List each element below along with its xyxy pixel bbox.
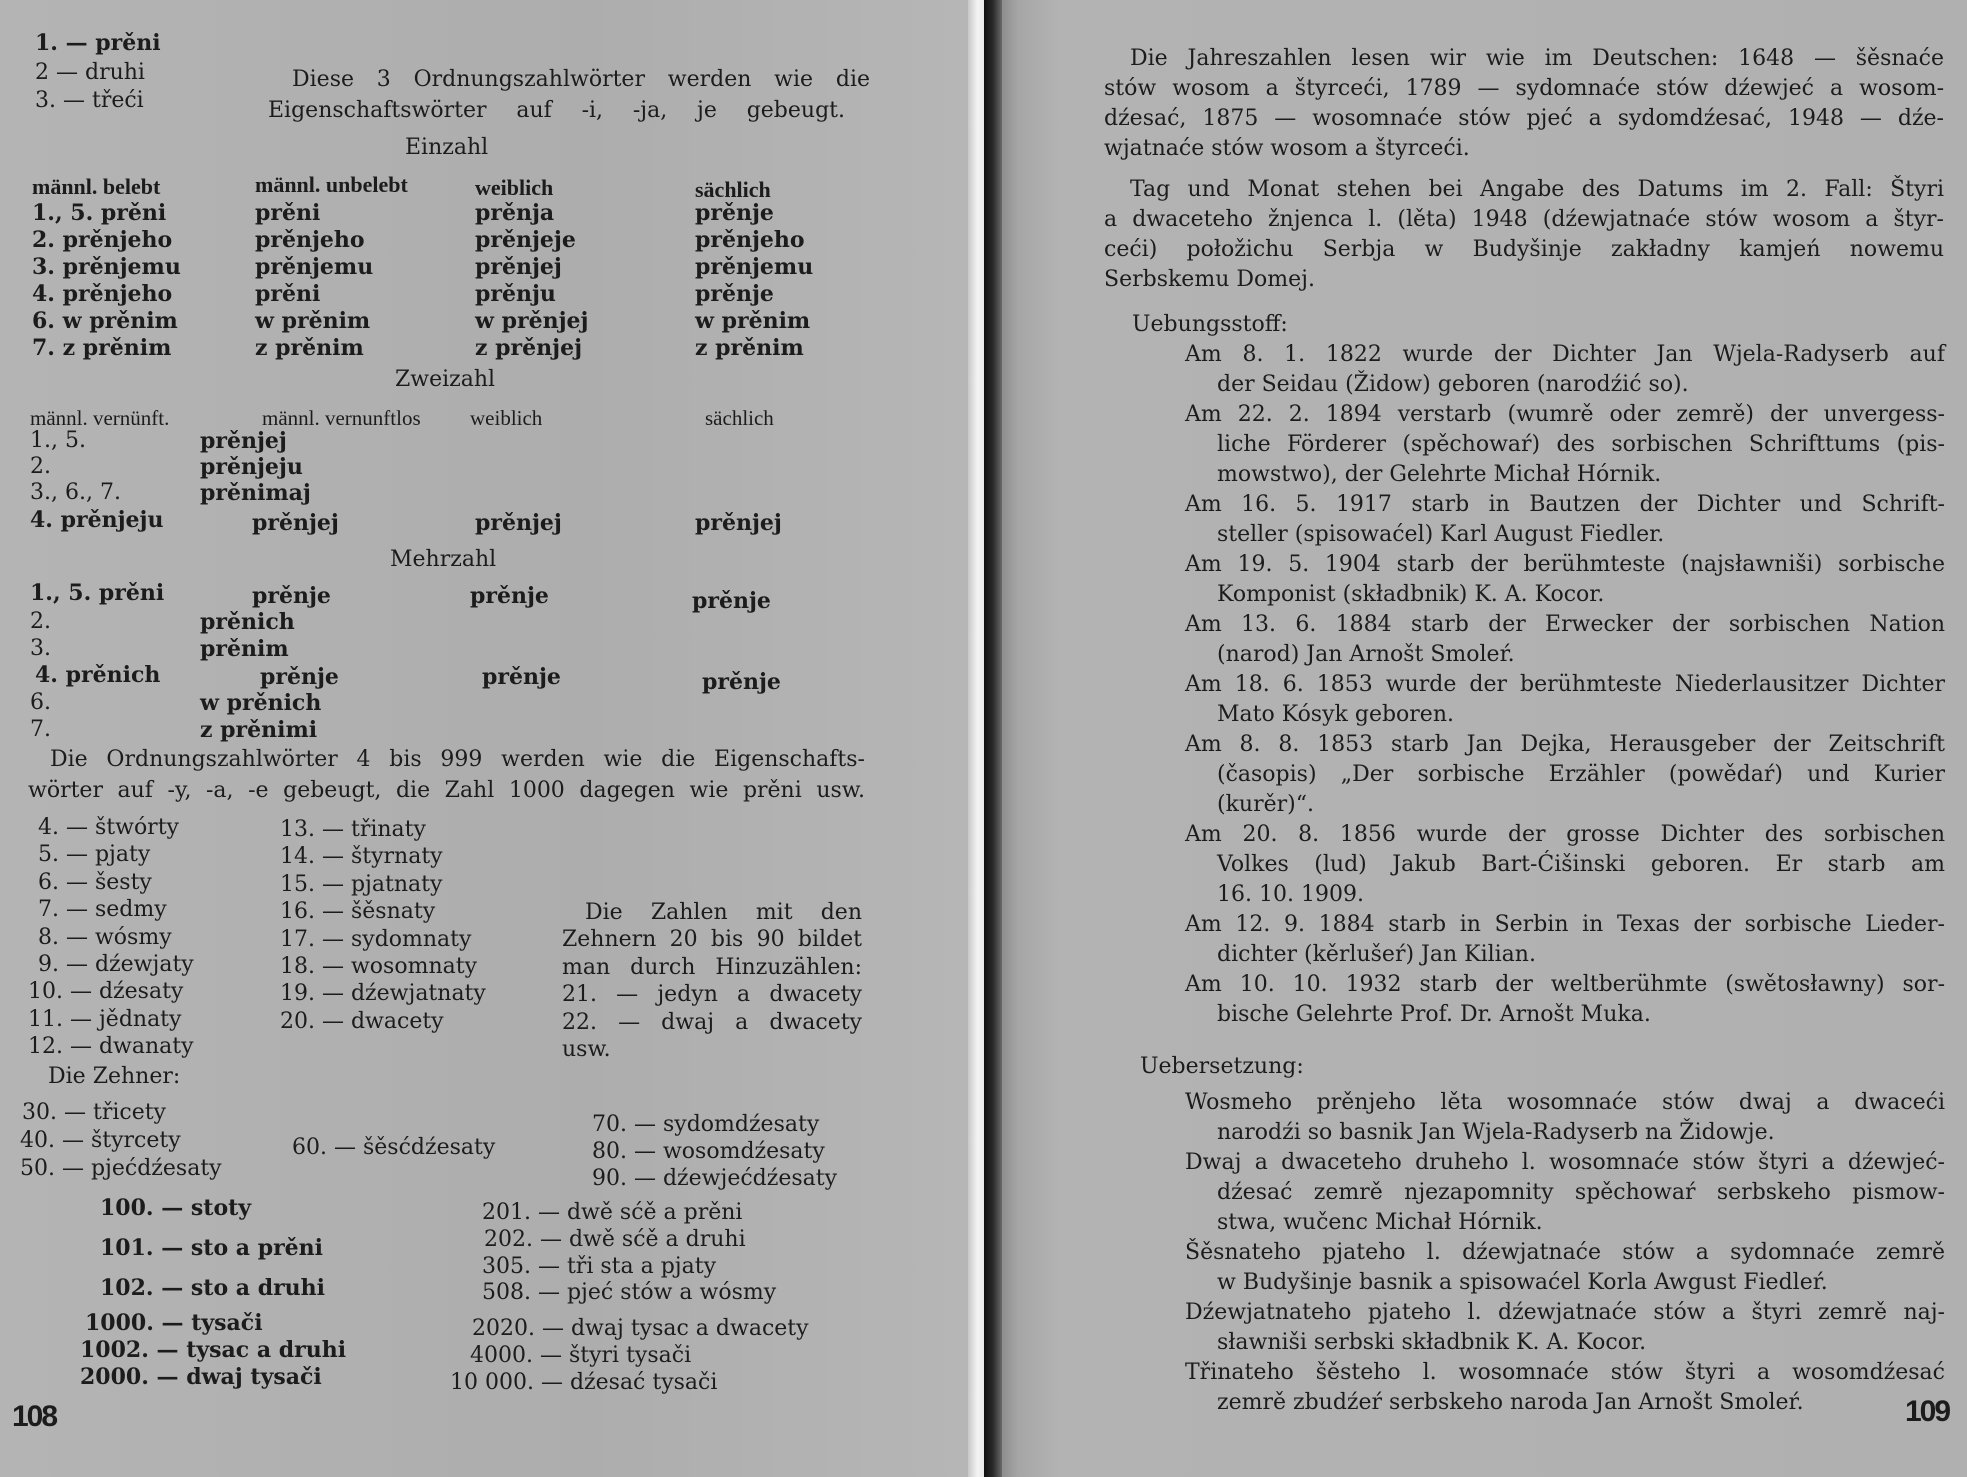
zweizahl-cell: prěnjej — [475, 510, 562, 536]
einzahl-cell: prěnja — [475, 200, 555, 226]
ordinal-note-line-1: Die Ordnungszahlwörter 4 bis 999 werden wie die Eigenschafts- — [50, 747, 865, 772]
einzahl-header: männl. belebt — [32, 174, 161, 199]
einzahl-cell: prěni — [255, 200, 321, 226]
einzahl-cell: z prěnjej — [475, 335, 583, 361]
zweizahl-header: männl. vernünft. — [30, 406, 170, 430]
paragraph-line: wjatnaće stów wosom a štyrceći. — [1104, 136, 1470, 161]
exercise-entry-line: steller (spisowaćel) Karl August Fiedler. — [1217, 522, 1665, 547]
exercise-entry-line: Mato Kósyk geboren. — [1217, 702, 1454, 727]
translation-entry-line: w Budyšinje basnik a spisowaćel Korla Awgust Fiedleŕ. — [1217, 1270, 1828, 1295]
page-number-right: 109 — [1905, 1395, 1950, 1428]
tens-entry: 40. — štyrcety — [20, 1128, 181, 1153]
translation-entry-line: Šěsnateho pjateho l. dźewjatnaće stów a sydomnaće zemrě — [1185, 1240, 1945, 1265]
exercise-entry-line: Am 20. 8. 1856 wurde der grosse Dichter des sorbischen — [1185, 822, 1945, 847]
einzahl-title: Einzahl — [405, 135, 489, 160]
mehrzahl-cell: prěnje — [482, 664, 561, 690]
translation-entry-line: Dźewjatnateho pjateho l. dźewjatnaće stów a štyri zemrě naj- — [1185, 1300, 1945, 1325]
tens-note-line: Die Zahlen mit den — [585, 900, 862, 925]
zweizahl-header: weiblich — [470, 406, 543, 430]
mehrzahl-case: 3. — [30, 636, 51, 661]
exercise-entry-line: Am 18. 6. 1853 wurde der berühmteste Niederlausitzer Dichter — [1185, 672, 1945, 697]
exercise-entry-line: liche Förderer (spěchowaŕ) des sorbischen Schrifttums (pis- — [1217, 432, 1945, 457]
ordinal-entry: 10. — dźesaty — [28, 979, 184, 1005]
ordinal-entry: 13. — třinaty — [280, 817, 426, 842]
exercise-entry-line: Am 19. 5. 1904 starb der berühmteste (najsławniši) sorbische — [1185, 552, 1945, 577]
exercise-entry-line: Am 13. 6. 1884 starb der Erwecker der sorbischen Nation — [1185, 612, 1945, 637]
zweizahl-form: prěnimaj — [200, 480, 311, 506]
intro-line-1: Diese 3 Ordnungszahlwörter werden wie die — [292, 67, 870, 92]
tens-note-line: Zehnern 20 bis 90 bildet — [562, 927, 862, 953]
einzahl-cell: w prěnjej — [475, 308, 589, 334]
ordinal-2: 2 — druhi — [35, 60, 145, 85]
ordinal-entry: 4. — štwórty — [38, 815, 179, 840]
hundreds-entry: 508. — pjeć stów a wósmy — [482, 1280, 777, 1305]
tens-note-line: 22. — dwaj a dwacety — [562, 1009, 862, 1035]
exercise-entry-line: 16. 10. 1909. — [1217, 882, 1364, 907]
paragraph-line: Tag und Monat stehen bei Angabe des Datums im 2. Fall: Štyri — [1130, 177, 1944, 202]
exercise-entry-line: Am 22. 2. 1894 verstarb (wumrě oder zemrě) der unvergess- — [1185, 402, 1945, 427]
exercise-entry-line: der Seidau (Židow) geboren (narodźić so). — [1217, 372, 1689, 397]
paragraph-line: stów wosom a štyrceći, 1789 — sydomnaće stów dźewjeć a wosom- — [1104, 76, 1944, 101]
thousands-entry: 2020. — dwaj tysac a dwacety — [472, 1316, 809, 1341]
mehrzahl-cell: prěnje — [470, 583, 549, 609]
tens-entry: 30. — třicety — [22, 1100, 166, 1125]
exercise-entry-line: Am 10. 10. 1932 starb der weltberühmte (swětosławny) sor- — [1185, 972, 1945, 997]
tens-entry: 50. — pjećdźesaty — [20, 1156, 222, 1181]
zweizahl-case: 1., 5. — [30, 428, 86, 453]
mehrzahl-cell: prěnje — [702, 669, 781, 695]
zweizahl-form: prěnjeju — [200, 454, 303, 480]
hundreds-entry: 202. — dwě sćě a druhi — [484, 1227, 746, 1252]
einzahl-cell: prěnjemu — [695, 254, 814, 280]
ordinal-entry: 5. — pjaty — [38, 842, 151, 868]
einzahl-cell: prěnje — [695, 200, 774, 226]
mehrzahl-cell: prěnje — [252, 583, 331, 609]
hundreds-entry: 101. — sto a prěni — [100, 1235, 324, 1261]
hundreds-entry: 102. — sto a druhi — [100, 1275, 326, 1301]
translation-entry-line: Dwaj a dwaceteho druheho l. wosomnaće stów štyri a dźewjeć- — [1185, 1150, 1945, 1175]
thousands-entry: 2000. — dwaj tysači — [80, 1364, 322, 1390]
translation-entry-line: zemrě zbudźeŕ serbskeho naroda Jan Arnošt Smoleŕ. — [1217, 1390, 1804, 1415]
ordinal-note-line-2: wörter auf -y, -a, -e gebeugt, die Zahl 1000 dagegen wie prěni usw. — [28, 778, 865, 803]
einzahl-cell: 7. z prěnim — [32, 335, 172, 361]
translation-entry-line: stwa, wučenc Michał Hórnik. — [1217, 1210, 1543, 1235]
paragraph-line: Die Jahreszahlen lesen wir wie im Deutschen: 1648 — šěsnaće — [1130, 46, 1944, 71]
paragraph-line: dźesać, 1875 — wosomnaće stów pjeć a sydomdźesać, 1948 — dźe- — [1104, 106, 1944, 131]
einzahl-cell: prěnjeje — [475, 227, 576, 253]
tens-entry: 80. — wosomdźesaty — [592, 1139, 825, 1164]
zweizahl-title: Zweizahl — [395, 367, 496, 392]
translation-entry-line: narodźi so basnik Jan Wjela-Radyserb na Židowje. — [1217, 1120, 1775, 1145]
hundreds-entry: 305. — tři sta a pjaty — [482, 1254, 716, 1279]
mehrzahl-form: z prěnimi — [200, 717, 318, 743]
ordinal-entry: 19. — dźewjatnaty — [280, 981, 486, 1007]
mehrzahl-title: Mehrzahl — [390, 547, 497, 572]
tens-entry: 70. — sydomdźesaty — [592, 1112, 820, 1137]
translation-entry-line: dźesać zemrě njezapomnity spěchowaŕ serbskeho pismow- — [1217, 1180, 1945, 1205]
tens-note-line: man durch Hinzuzählen: — [562, 954, 862, 980]
einzahl-cell: prěnjeho — [695, 227, 805, 253]
ordinal-1: 1. — prěni — [35, 30, 161, 56]
einzahl-cell: w prěnim — [695, 308, 811, 334]
tens-60: 60. — šěsćdźesaty — [292, 1135, 496, 1160]
ordinal-entry: 18. — wosomnaty — [280, 954, 478, 979]
intro-line-2: Eigenschaftswörter auf -i, -ja, je gebeugt. — [268, 98, 845, 123]
exercise-entry-line: (časopis) „Der sorbische Erzähler (powědaŕ) und Kurier — [1217, 762, 1945, 787]
exercise-entry-line: mowstwo), der Gelehrte Michał Hórnik. — [1217, 462, 1662, 487]
einzahl-cell: prěnju — [475, 281, 556, 307]
thousands-entry: 10 000. — dźesać tysači — [450, 1370, 718, 1395]
einzahl-header: sächlich — [695, 177, 771, 202]
mehrzahl-cell: prěnje — [260, 664, 339, 690]
ordinal-entry: 16. — šěsnaty — [280, 899, 436, 925]
mehrzahl-cell: 1., 5. prěni — [30, 580, 165, 606]
paragraph-line: a dwaceteho žnjenca l. (lěta) 1948 (dźewjatnaće stów wosom a štyr- — [1104, 207, 1944, 232]
exercise-entry-line: Volkes (lud) Jakub Bart-Ćišinski geboren. Er starb am — [1217, 852, 1945, 877]
mehrzahl-case: 6. — [30, 690, 51, 715]
mehrzahl-case: 7. — [30, 717, 51, 742]
mehrzahl-form: prěnim — [200, 636, 289, 662]
einzahl-cell: w prěnim — [255, 308, 371, 334]
mehrzahl-form: prěnich — [200, 609, 295, 635]
ordinal-entry: 20. — dwacety — [280, 1008, 444, 1034]
einzahl-cell: z prěnim — [255, 335, 364, 361]
zweizahl-case: 2. — [30, 454, 51, 479]
exercise-entry-line: Am 12. 9. 1884 starb in Serbin in Texas der sorbische Lieder- — [1185, 912, 1945, 937]
ordinal-entry: 14. — štyrnaty — [280, 844, 443, 870]
hundreds-entry: 201. — dwě sćě a prěni — [482, 1200, 743, 1225]
mehrzahl-cell: prěnje — [692, 588, 771, 614]
einzahl-cell: 2. prěnjeho — [32, 227, 173, 253]
ordinal-entry: 17. — sydomnaty — [280, 926, 472, 952]
thousands-entry: 1000. — tysači — [85, 1310, 263, 1336]
zweizahl-cell: prěnjej — [252, 510, 339, 536]
einzahl-header: weiblich — [475, 175, 554, 200]
mehrzahl-form: w prěnich — [200, 690, 322, 716]
exercise-entry-line: Am 8. 1. 1822 wurde der Dichter Jan Wjela-Radyserb auf — [1185, 342, 1945, 367]
translation-entry-line: Wosmeho prěnjeho lěta wosomnaće stów dwaj a dwaceći — [1185, 1090, 1945, 1115]
page-number-left: 108 — [12, 1400, 57, 1433]
einzahl-cell: prěnje — [695, 281, 774, 307]
tens-note-line: 21. — jedyn a dwacety — [562, 982, 862, 1008]
exercise-entry-line: Komponist (składbnik) K. A. Kocor. — [1217, 582, 1605, 607]
einzahl-cell: 3. prěnjemu — [32, 254, 181, 280]
einzahl-cell: 4. prěnjeho — [32, 281, 173, 307]
ordinal-3: 3. — třeći — [35, 88, 144, 113]
hundreds-entry: 100. — stoty — [100, 1195, 252, 1221]
uebersetzung-label: Uebersetzung: — [1140, 1054, 1304, 1079]
ordinal-entry: 12. — dwanaty — [28, 1034, 194, 1060]
paragraph-line: ceći) połožichu Serbja w Budyšinje zakładny kamjeń nowemu — [1104, 237, 1944, 262]
book-gutter-shadow — [984, 0, 1002, 1477]
uebungsstoff-label: Uebungsstoff: — [1132, 312, 1288, 337]
tens-entry: 90. — dźewjećdźesaty — [592, 1166, 838, 1191]
ordinal-entry: 11. — jědnaty — [28, 1006, 182, 1032]
exercise-entry-line: dichter (kěrlušeŕ) Jan Kilian. — [1217, 942, 1536, 967]
einzahl-cell: prěnjeho — [255, 227, 365, 253]
einzahl-cell: prěnjemu — [255, 254, 374, 280]
zehner-label: Die Zehner: — [48, 1064, 181, 1089]
exercise-entry-line: bische Gelehrte Prof. Dr. Arnošt Muka. — [1217, 1002, 1651, 1027]
ordinal-entry: 9. — dźewjaty — [38, 952, 194, 977]
einzahl-cell: z prěnim — [695, 335, 804, 361]
zweizahl-case: 3., 6., 7. — [30, 480, 121, 505]
ordinal-entry: 6. — šesty — [38, 869, 152, 895]
ordinal-entry: 15. — pjatnaty — [280, 871, 443, 897]
zweizahl-cell: 4. prěnjeju — [30, 507, 164, 533]
einzahl-cell: 1., 5. prěni — [32, 200, 167, 226]
einzahl-cell: prěnjej — [475, 254, 562, 280]
ordinal-entry: 8. — wósmy — [38, 924, 172, 950]
einzahl-cell: prěni — [255, 281, 321, 307]
translation-entry-line: Třinateho šěsteho l. wosomnaće stów štyri a wosomdźesać — [1185, 1360, 1945, 1385]
book-gutter-highlight — [968, 0, 984, 1477]
einzahl-cell: 6. w prěnim — [32, 308, 178, 334]
zweizahl-form: prěnjej — [200, 428, 287, 454]
zweizahl-header: männl. vernunftlos — [262, 406, 421, 430]
einzahl-header: männl. unbelebt — [255, 172, 408, 197]
mehrzahl-cell: 4. prěnich — [35, 662, 161, 688]
exercise-entry-line: Am 8. 8. 1853 starb Jan Dejka, Herausgeber der Zeitschrift — [1185, 732, 1945, 757]
exercise-entry-line: Am 16. 5. 1917 starb in Bautzen der Dichter und Schrift- — [1185, 492, 1945, 517]
translation-entry-line: sławniši serbski składbnik K. A. Kocor. — [1217, 1330, 1647, 1355]
ordinal-entry: 7. — sedmy — [38, 897, 167, 923]
thousands-entry: 4000. — štyri tysači — [470, 1343, 692, 1368]
thousands-entry: 1002. — tysac a druhi — [80, 1337, 347, 1363]
zweizahl-header: sächlich — [705, 406, 774, 430]
paragraph-line: Serbskemu Domej. — [1104, 267, 1315, 292]
mehrzahl-case: 2. — [30, 609, 51, 634]
tens-note-line: usw. — [562, 1037, 611, 1062]
zweizahl-cell: prěnjej — [695, 510, 782, 536]
exercise-entry-line: (kurěr)“. — [1217, 792, 1314, 817]
exercise-entry-line: (narod) Jan Arnošt Smoleŕ. — [1217, 642, 1515, 667]
